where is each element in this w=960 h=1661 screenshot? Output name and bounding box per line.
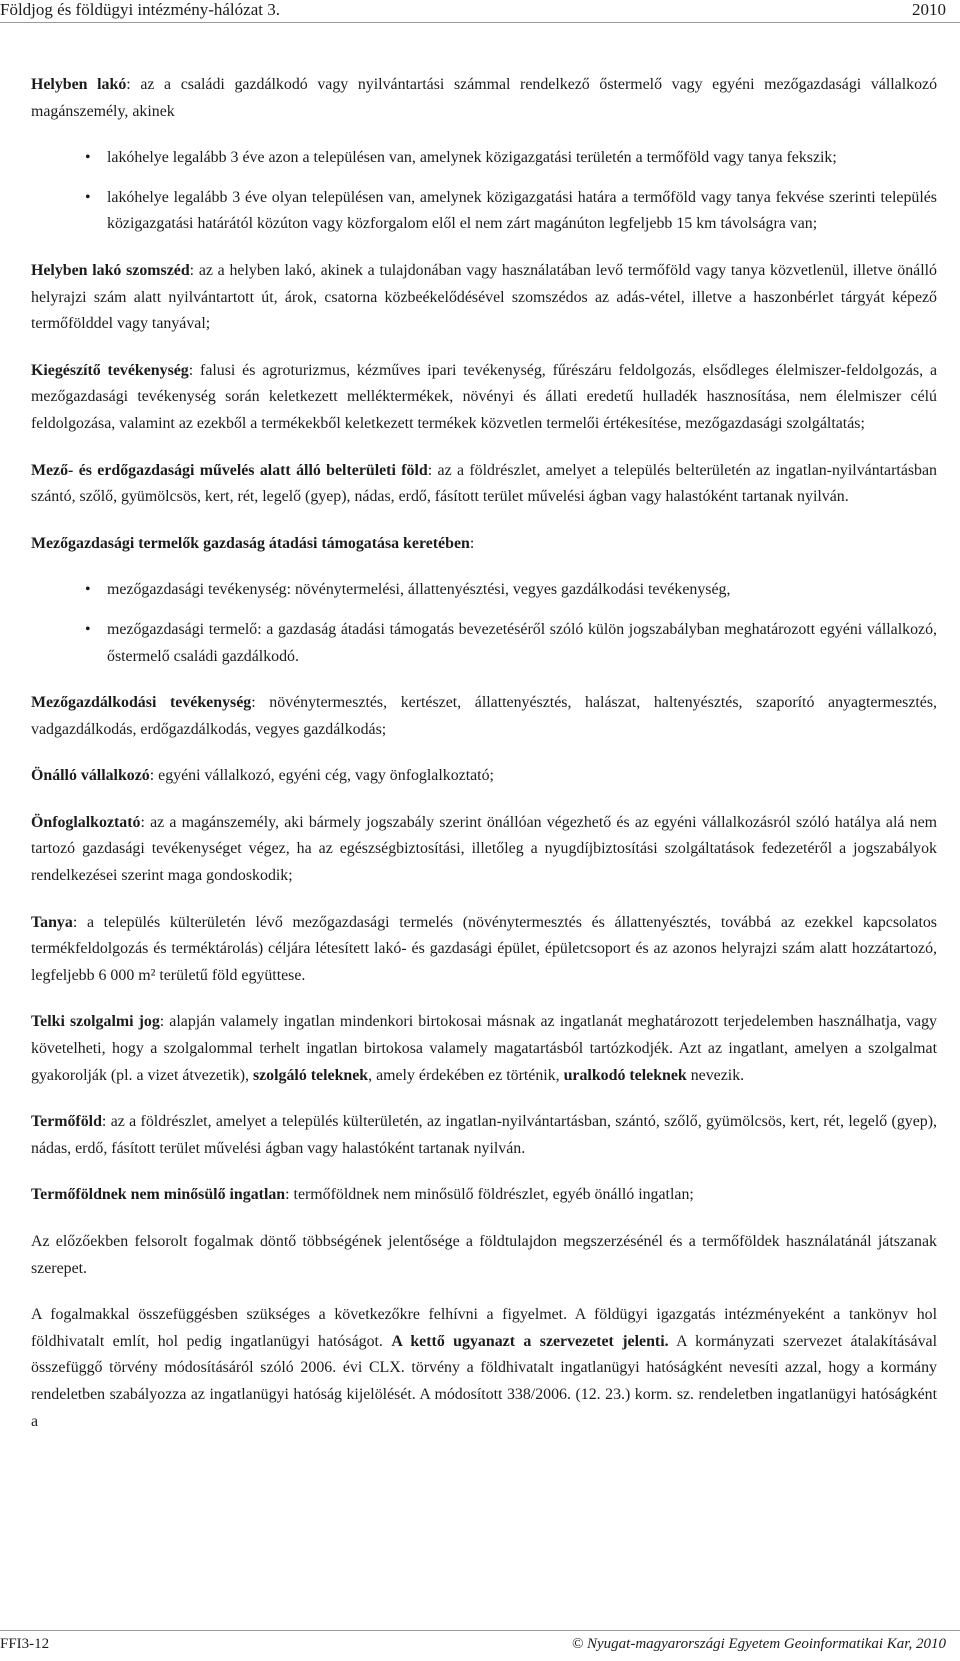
page-footer	[0, 1630, 960, 1661]
definition-helyben-lako-szomszed: Helyben lakó szomszéd: az a helyben lakó, akinek a tulajdonában vagy használatában levő termőföld vagy tanya közvetlenül, illetve önálló helyrajzi szám alatt nyilvántartott út, árok, csatorna közbeékelődésével szomszédos az adás-vétel, illetve a haszonbérlet tárgyát képező termőfölddel vagy tanyával;	[31, 261, 937, 333]
helyben-lako-list	[31, 145, 937, 238]
bold-statement: A kettő ugyanazt a szervezetet jelenti.	[391, 1332, 669, 1350]
definition-mezogazdalkodasi-tevekenyseg: Mezőgazdálkodási tevékenység: növénytermesztés, kertészet, állattenyésztés, halászat, haltenyésztés, szaporító anyagtermesztés, vadgazdálkodás, erdőgazdálkodás, vegyes gazdálkodás;	[31, 694, 938, 738]
term: Mező- és erdőgazdasági művelés alatt álló belterületi föld	[31, 461, 428, 479]
definition-kiegeszito-tevekenyseg: Kiegészítő tevékenység: falusi és agroturizmus, kézműves ipari tevékenység, fűrészáru feldolgozás, elsődleges élelmiszer-feldolgozás, a mezőgazdasági tevékenység során keletkezett melléktermékek, növényi és állati eredetű hulladék hasznosítása, nem élelmiszer célú feldolgozása, valamint az ezekből a termékekből keletkezett termékek közvetlen termelői értékesítése, mezőgazdasági szolgáltatás;	[31, 361, 938, 432]
page-content	[31, 72, 937, 1455]
term: Önálló vállalkozó	[31, 767, 150, 785]
term: Kiegészítő tevékenység	[31, 361, 189, 379]
term: Mezőgazdálkodási tevékenység	[31, 694, 252, 712]
term: Helyben lakó	[31, 76, 127, 93]
definition-onfoglalkoztato: Önfoglalkoztató: az a magánszemély, aki bármely jogszabály szerint önállóan végezhető és az egyéni vállalkozásról szóló hatálya alá nem tartozó gazdasági tevékenységet végez, ha az egészségbiztosítási, illetőleg a nyugdíjbiztosítási szolgáltatások fedezetéről a jogszabályok rendelkezései szerint maga gondoskodik;	[31, 813, 937, 885]
definition-text: az a földrészlet, amelyet a település belterületén az ingatlan-nyilvántartásban szántó, szőlő, gyümölcsös, kert, rét, legelő (gyep), nádas, erdő, fásított terület művelési ágban vagy halastóként tartanak nyilván.	[31, 461, 937, 506]
term: Termőföldnek nem minősülő ingatlan	[31, 1186, 286, 1204]
definition-nem-minosulo-ingatlan: Termőföldnek nem minősülő ingatlan: termőföldnek nem minősülő földrészlet, egyéb önálló ingatlan;	[31, 1186, 694, 1204]
definition-text: a település külterületén lévő mezőgazdasági termelés (növénytermesztés és állattenyésztés, továbbá az ezekkel kapcsolatos termékfeldolgozás és terméktárolás) céljára létesített lakó- és gazdasági épület, épületcsoport és az azonos helyrajzi szám alatt hozzátartozó, legfeljebb 6 000 m² területű föld együttese.	[31, 913, 937, 984]
term: Tanya	[31, 913, 73, 931]
bold-term: szolgáló teleknek	[252, 1066, 369, 1084]
definition-text: az a magánszemély, aki bármely jogszabály szerint önállóan végezhető és az egyéni vállalkozásról szóló hatálya alá nem tartozó gazdasági tevékenységet végez, ha az egészségbiztosítási, illetőleg a nyugdíjbiztosítási szolgáltatások fedezetéről a jogszabályok rendelkezései szerint maga gondoskodik;	[31, 813, 937, 885]
definition-termofold: Termőföld: az a földrészlet, amelyet a település külterületén, az ingatlan-nyilvántartásban, szántó, szőlő, gyümölcsös, kert, rét, legelő (gyep), nádas, erdő, fásított terület művelési ágban vagy halastóként tartanak nyilván.	[31, 1113, 937, 1157]
definition-text: termőföldnek nem minősülő földrészlet, egyéb önálló ingatlan;	[293, 1186, 694, 1204]
list-item: • lakóhelye legalább 3 éve azon a településen van, amelynek közigazgatási területén a termőföld vagy tanya fekszik;	[31, 145, 937, 172]
definition-text: egyéni vállalkozó, egyéni cég, vagy önfoglalkoztató;	[158, 767, 494, 785]
definition-text: falusi és agroturizmus, kézműves ipari tevékenység, fűrészáru feldolgozás, elsődleges élelmiszer-feldolgozás, a mezőgazdasági tevékenység során keletkezett melléktermékek, növényi és állati eredetű hulladék hasznosítása, nem élelmiszer célú feldolgozása, valamint az ezekből a termékekből keletkezett termékek közvetlen termelői értékesítése, mezőgazdasági szolgáltatás;	[31, 361, 938, 432]
list-item: • mezőgazdasági termelő: a gazdaság átadási támogatás bevezetéséről szóló külön jogszabályban meghatározott egyéni vállalkozó, őstermelő családi gazdálkodó.	[31, 617, 937, 670]
page-header	[0, 0, 960, 23]
copyright: © Nyugat-magyarországi Egyetem Geoinformatikai Kar, 2010	[571, 1636, 946, 1652]
definition-belteruleti-fold: Mező- és erdőgazdasági művelés alatt álló belterületi föld: az a földrészlet, amelyet a település belterületén az ingatlan-nyilvántartásban szántó, szőlő, gyümölcsös, kert, rét, legelő (gyep), nádas, erdő, fásított terület művelési ágban vagy halastóként tartanak nyilván.	[31, 461, 937, 506]
termelok-list	[31, 577, 937, 670]
paragraph-summary: Az előzőekben felsorolt fogalmak döntő többségének jelentősége a földtulajdon megszerzésénél és a termőföldek használatánál játszanak szerepet.	[31, 1233, 937, 1277]
definition-termelok-heading: Mezőgazdasági termelők gazdaság átadási támogatása keretében:	[31, 534, 475, 552]
definition-text: az a családi gazdálkodó vagy nyilvántartási számmal rendelkező őstermelő vagy egyéni mezőgazdasági vállalkozó magánszemély, akinek	[31, 76, 938, 120]
term: Mezőgazdasági termelők gazdaság átadási támogatása keretében	[31, 534, 470, 552]
page-number: FFI3-12	[0, 1636, 50, 1652]
definition-text: az a helyben lakó, akinek a tulajdonában vagy használatában levő termőföld vagy tanya közvetlenül, illetve önálló helyrajzi szám alatt nyilvántartott út, árok, csatorna közbeékelődésével szomszédos az adás-vétel, illetve a haszonbérlet tárgyát képező termőfölddel vagy tanyával;	[31, 261, 937, 333]
term: Helyben lakó szomszéd	[31, 261, 190, 279]
bold-term: uralkodó teleknek	[563, 1066, 687, 1084]
definition-text: növénytermesztés, kertészet, állattenyésztés, halászat, haltenyésztés, szaporító anyagtermesztés, vadgazdálkodás, erdőgazdálkodás, vegyes gazdálkodás;	[31, 694, 938, 738]
definition-helyben-lako: Helyben lakó: az a családi gazdálkodó vagy nyilvántartási számmal rendelkező őstermelő vagy egyéni mezőgazdasági vállalkozó magánszemély, akinek	[31, 76, 938, 120]
definition-telki-szolgalmi-jog: Telki szolgalmi jog: alapján valamely ingatlan mindenkori birtokosai másnak az ingatlanát meghatározott terjedelemben használhatja, vagy követelheti, hogy a szolgalommal terhelt ingatlan birtokosa valamely magatartásból tartózkodjék. Azt az ingatlant, amelyen a szolgalmat gyakorolják (pl. a vizet átvezetik), szolgáló teleknek, amely érdekében ez történik, uralkodó teleknek nevezik.	[31, 1013, 938, 1084]
list-item: • lakóhelye legalább 3 éve olyan településen van, amelynek közigazgatási határa a termőföld vagy tanya fekvése szerinti település közigazgatási határától közúton vagy közforgalom elől el nem zárt magánúton legfeljebb 15 km távolságra van;	[31, 185, 937, 238]
definition-text: az a földrészlet, amelyet a település külterületén, az ingatlan-nyilvántartásban, szántó, szőlő, gyümölcsös, kert, rét, legelő (gyep), nádas, erdő, fásított terület művelési ágban vagy halastóként tartanak nyilván.	[31, 1113, 937, 1157]
header-year: 2010	[912, 0, 946, 19]
term: Telki szolgalmi jog	[31, 1013, 160, 1031]
list-item: • mezőgazdasági tevékenység: növénytermelési, állattenyésztési, vegyes gazdálkodási tevékenység,	[31, 577, 937, 604]
paragraph-notes: A fogalmakkal összefüggésben szükséges a következőkre felhívni a figyelmet. A földügyi igazgatás intézményeként a tankönyv hol földhivatalt említ, hol pedig ingatlanügyi hatóságot. A kettő ugyanazt a szervezetet jelenti. A kormányzati szervezet átalakításával összefüggő törvény módosításáról szóló 2006. évi CLX. törvény a földhivatalt ingatlanügyi hatóságként nevesíti azzal, hogy a kormány rendeletben szabályozza az ingatlanügyi hatóság kijelölését. A módosított 338/2006. (12. 23.) korm. sz. rendeletben ingatlanügyi hatóságként a	[31, 1306, 937, 1430]
definition-tanya: Tanya: a település külterületén lévő mezőgazdasági termelés (növénytermesztés és állattenyésztés, továbbá az ezekkel kapcsolatos termékfeldolgozás és terméktárolás) céljára létesített lakó- és gazdasági épület, épületcsoport és az azonos helyrajzi szám alatt hozzátartozó, legfeljebb 6 000 m² területű föld együttese.	[31, 913, 937, 984]
definition-onallo-vallalkozo: Önálló vállalkozó: egyéni vállalkozó, egyéni cég, vagy önfoglalkoztató;	[31, 767, 494, 785]
term: Termőföld	[31, 1113, 102, 1131]
header-title: Földjog és földügyi intézmény-hálózat 3.	[0, 0, 280, 19]
term: Önfoglalkoztató	[31, 813, 141, 831]
